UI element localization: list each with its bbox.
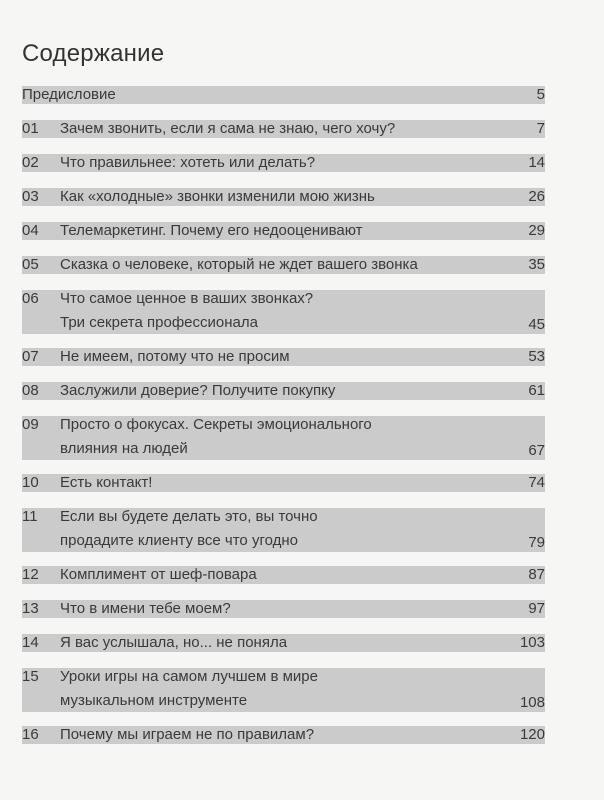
chapter-title-line: Комплимент от шеф-повара <box>60 566 257 583</box>
chapter-number: 09 <box>22 416 39 433</box>
chapter-number: 07 <box>22 348 39 365</box>
toc-entry <box>22 416 545 460</box>
chapter-title <box>60 188 375 206</box>
toc-entry <box>22 474 545 492</box>
chapter-title-line: влияния на людей <box>60 440 188 457</box>
page-number: 45 <box>528 316 545 333</box>
chapter-title <box>22 86 116 104</box>
chapter-title <box>60 505 318 553</box>
chapter-title <box>60 256 418 274</box>
chapter-number: 16 <box>22 726 39 743</box>
chapter-title-line: Как «холодные» звонки изменили мою жизнь <box>60 188 375 205</box>
chapter-title-line: Что правильнее: хотеть или делать? <box>60 154 316 171</box>
chapter-title <box>60 600 231 618</box>
chapter-title <box>60 287 313 335</box>
chapter-title <box>60 634 287 652</box>
chapter-title <box>60 413 372 461</box>
toc-entry <box>22 508 545 552</box>
chapter-title-line: Просто о фокусах. Секреты эмоционального <box>60 416 372 433</box>
toc-entry <box>22 668 545 712</box>
toc-entry <box>22 290 545 334</box>
page-number: 67 <box>528 442 545 459</box>
chapter-title <box>60 154 315 172</box>
chapter-title-line: Что самое ценное в ваших звонках? <box>60 290 314 307</box>
toc-entry <box>22 566 545 584</box>
chapter-title-line: Почему мы играем не по правилам? <box>60 726 315 743</box>
page-number: 79 <box>528 534 545 551</box>
chapter-title-line: Зачем звонить, если я сама не знаю, чего хочу? <box>60 120 396 137</box>
chapter-title-line: Если вы будете делать это, вы точно <box>60 508 318 525</box>
toc-entry <box>22 256 545 274</box>
page-number: 87 <box>528 566 545 583</box>
chapter-title-line: продадите клиенту все что угодно <box>60 532 298 549</box>
page-title: Содержание <box>22 40 165 67</box>
chapter-number: 12 <box>22 566 39 583</box>
chapter-title-line: Сказка о человеке, который не ждет вашего звонка <box>60 256 418 273</box>
page-number: 14 <box>528 154 545 171</box>
chapter-number: 10 <box>22 474 39 491</box>
chapter-title <box>60 566 257 584</box>
page-number: 53 <box>528 348 545 365</box>
chapter-title-line: Я вас услышала, но... не поняла <box>60 634 288 651</box>
chapter-number: 02 <box>22 154 39 171</box>
page-number: 29 <box>528 222 545 239</box>
chapter-number: 15 <box>22 668 39 685</box>
page-number: 26 <box>528 188 545 205</box>
chapter-title-line: музыкальном инструменте <box>60 692 248 709</box>
page-number: 5 <box>536 86 545 103</box>
page-number: 108 <box>519 694 545 711</box>
toc-entry <box>22 348 545 366</box>
chapter-number: 03 <box>22 188 39 205</box>
chapter-title-line: Уроки игры на самом лучшем в мире <box>60 668 318 685</box>
chapter-title <box>60 474 152 492</box>
chapter-number: 14 <box>22 634 39 651</box>
chapter-title <box>60 382 335 400</box>
page-number: 7 <box>536 120 545 137</box>
page-number: 97 <box>528 600 545 617</box>
page-number: 103 <box>519 634 545 651</box>
table-of-contents <box>22 86 545 760</box>
chapter-number: 06 <box>22 290 39 307</box>
page-number: 61 <box>528 382 545 399</box>
chapter-number: 01 <box>22 120 39 137</box>
page-number: 35 <box>528 256 545 273</box>
toc-entry <box>22 382 545 400</box>
chapter-title-line: Есть контакт! <box>60 474 153 491</box>
chapter-number: 08 <box>22 382 39 399</box>
chapter-title-line: Не имеем, потому что не просим <box>60 348 290 365</box>
chapter-title-line: Что в имени тебе моем? <box>60 600 231 617</box>
chapter-number: 13 <box>22 600 39 617</box>
toc-entry <box>22 600 545 618</box>
page-number: 120 <box>519 726 545 743</box>
chapter-title-line: Заслужили доверие? Получите покупку <box>60 382 336 399</box>
chapter-title <box>60 348 290 366</box>
toc-entry <box>22 634 545 652</box>
chapter-title <box>60 665 318 713</box>
chapter-number: 04 <box>22 222 39 239</box>
toc-entry <box>22 120 545 138</box>
toc-entry <box>22 222 545 240</box>
toc-entry <box>22 188 545 206</box>
chapter-title <box>60 222 363 240</box>
toc-entry <box>22 154 545 172</box>
chapter-title <box>60 726 314 744</box>
page-number: 74 <box>528 474 545 491</box>
chapter-title-line: Три секрета профессионала <box>60 314 258 331</box>
chapter-title <box>60 120 395 138</box>
chapter-number: 05 <box>22 256 39 273</box>
chapter-number: 11 <box>22 508 38 525</box>
toc-entry <box>22 86 545 104</box>
chapter-title-line: Предисловие <box>22 86 116 103</box>
chapter-title-line: Телемаркетинг. Почему его недооценивают <box>60 222 363 239</box>
toc-entry <box>22 726 545 744</box>
